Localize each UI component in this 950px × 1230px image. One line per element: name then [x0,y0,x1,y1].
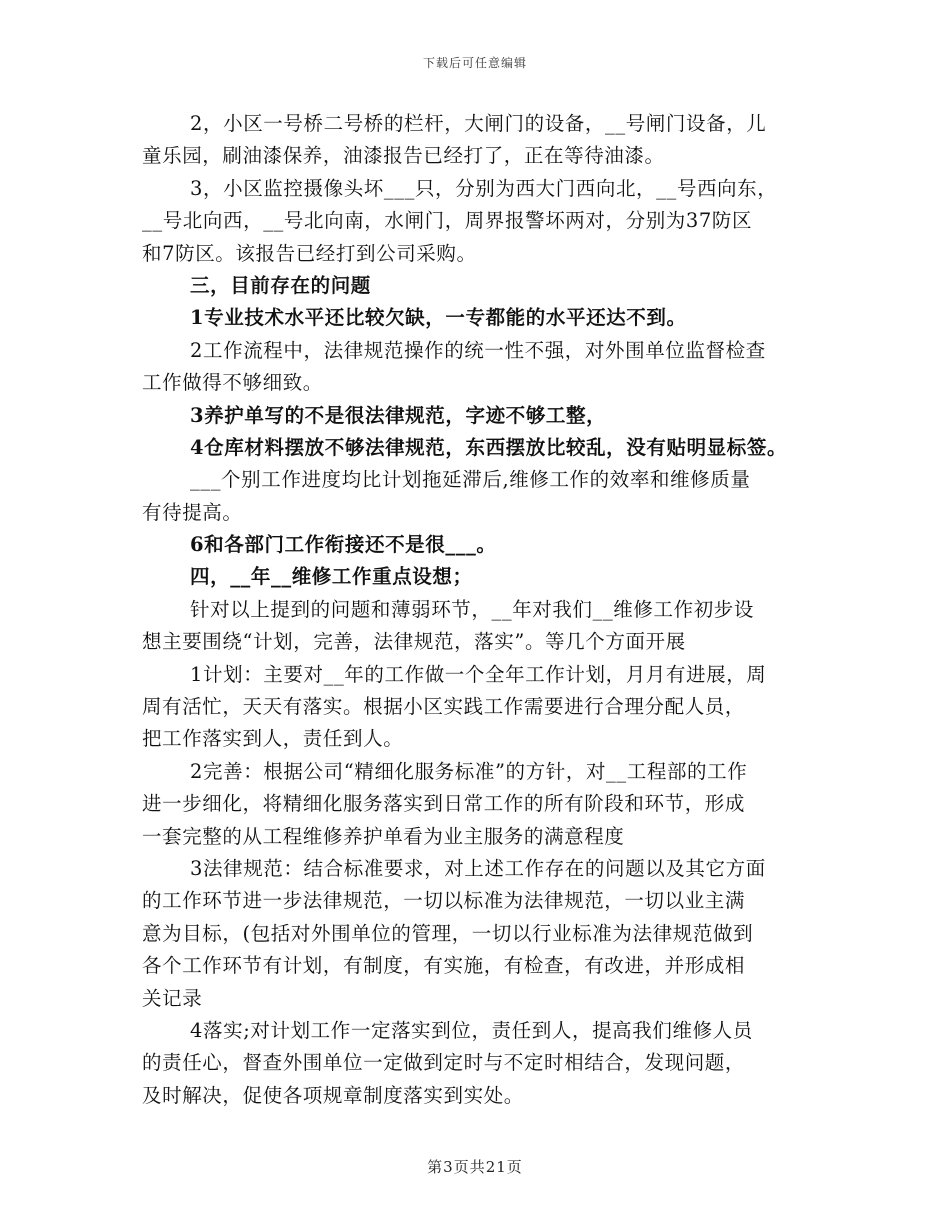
text-line: 把工作落实到人，责任到人。 [142,727,404,751]
text-line: 3养护单写的不是很法律规范，字迹不够工整， [190,403,607,427]
text-line: 周有活忙，天天有落实。根据小区实践工作需要进行合理分配人员， [142,695,746,719]
text-line: 1专业技术水平还比较欠缺，一专都能的水平还达不到。 [190,306,687,330]
text-line: 童乐园，刷油漆保养，油漆报告已经打了，正在等待油漆。 [142,144,665,168]
text-line: 三，目前存在的问题 [190,273,371,297]
text-line: 四，__年__维修工作重点设想； [190,565,473,589]
text-line: 意为目标，(包括对外围单位的管理，一切以行业标准为法律规范做到 [142,921,754,945]
text-line: 2工作流程中，法律规范操作的统一性不强，对外围单位监督检查 [190,338,766,362]
text-line: 的责任心，督查外围单位一定做到定时与不定时相结合，发现问题， [142,1051,746,1075]
text-line: 6和各部门工作衔接还不是很___。 [190,533,497,557]
text-line: 1计划：主要对__年的工作做一个全年工作计划，月月有进展，周 [190,662,767,686]
text-line: 针对以上提到的问题和薄弱环节，__年对我们__维修工作初步设 [190,597,755,621]
text-line: 4落实;对计划工作一定落实到位，责任到人，提高我们维修人员 [190,1018,753,1042]
text-line: 一套完整的从工程维修养护单看为业主服务的满意程度 [142,824,625,848]
text-line: 3，小区监控摄像头坏___只，分别为西大门西向北，__号西向东， [190,176,778,200]
text-line: 及时解决，促使各项规章制度落实到实处。 [142,1083,524,1107]
page-number: 第3页共21页 [427,1158,523,1176]
text-line: 工作做得不够细致。 [142,371,323,395]
text-line: 有待提高。 [142,500,243,524]
text-line: 的工作环节进一步法律规范，一切以标准为法律规范，一切以业主满 [142,889,746,913]
document-body [142,108,822,1112]
text-line: 2，小区一号桥二号桥的栏杆，大闸门的设备，__号闸门设备，儿 [190,112,767,135]
text-line: 进一步细化，将精细化服务落实到日常工作的所有阶段和环节，形成 [142,792,746,816]
text-line: 和7防区。该报告已经打到公司采购。 [142,241,477,265]
text-line: 各个工作环节有计划，有制度，有实施，有检查，有改进，并形成相 [142,954,746,978]
text-line: 4仓库材料摆放不够法律规范，东西摆放比较乱，没有贴明显标签。 [190,435,788,459]
text-line: 2完善：根据公司“精细化服务标准”的方针，对__工程部的工作 [190,759,748,783]
text-line: 关记录 [142,986,203,1010]
text-line: 想主要围绕“计划，完善，法律规范，落实”。等几个方面开展 [142,630,686,654]
text-line: 3法律规范：结合标准要求，对上述工作存在的问题以及其它方面 [190,856,766,880]
text-line: __号北向西，__号北向南，水闸门，周界报警坏两对，分别为37防区 [142,209,753,233]
page-header: 下载后可任意编辑 [422,56,527,70]
text-line: ___个别工作进度均比计划拖延滞后,维修工作的效率和维修质量 [190,468,751,492]
